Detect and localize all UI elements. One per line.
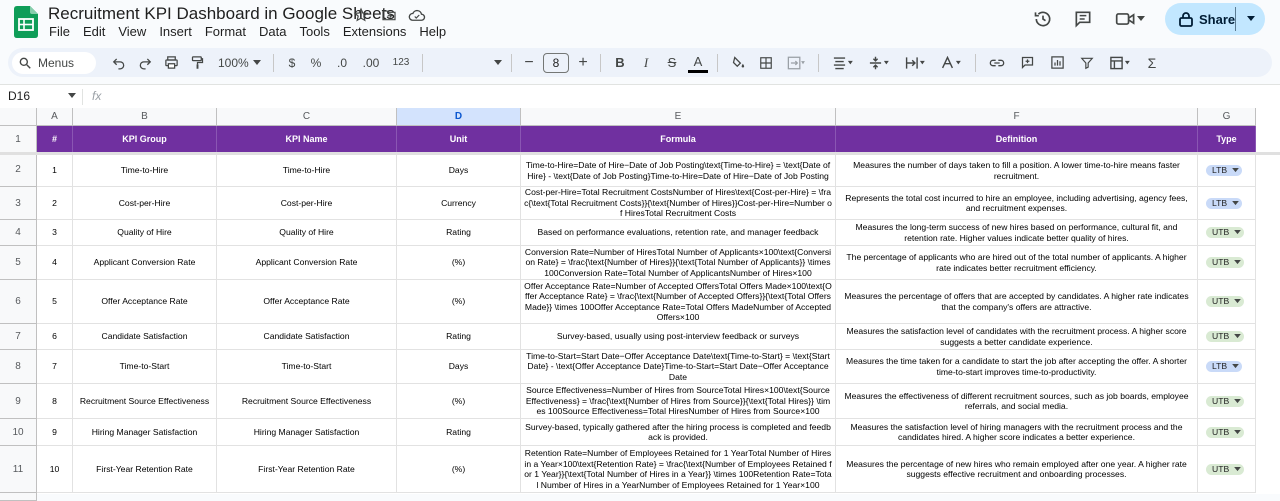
table-cell-type[interactable] [1198, 324, 1256, 350]
table-cell-formula[interactable]: Based on performance evaluations, retention rate, and manager feedback [521, 220, 836, 246]
functions-button[interactable]: Σ [1147, 54, 1157, 71]
table-cell-num[interactable]: 3 [37, 220, 73, 246]
header-cell-type[interactable]: Type [1198, 126, 1256, 153]
table-cell-definition[interactable]: The percentage of applicants who are hired out of the total number of applicants. A higher rate indicates better recruitment efficiency. [836, 246, 1198, 280]
table-cell-group[interactable]: Recruitment Source Effectiveness [73, 384, 217, 419]
header-cell-group[interactable]: KPI Group [73, 126, 217, 153]
row-header-3[interactable]: 3 [0, 187, 37, 220]
type-chip-label: UTB [1212, 296, 1230, 307]
column-header-e[interactable]: E [521, 108, 836, 126]
insert-comment-icon[interactable] [1015, 51, 1039, 75]
print-icon[interactable] [161, 51, 181, 75]
type-chip[interactable] [1206, 198, 1242, 209]
row-header-12[interactable] [0, 493, 37, 501]
vertical-align-icon[interactable] [864, 51, 894, 75]
table-cell-type[interactable] [1198, 350, 1256, 384]
paint-format-icon[interactable] [187, 51, 207, 75]
chevron-down-icon [1234, 334, 1241, 339]
table-cell-type[interactable] [1198, 419, 1256, 446]
table-cell-formula[interactable]: Survey-based, typically gathered after the hiring process is completed and feedback is provided. [521, 419, 836, 446]
table-cell-type[interactable] [1198, 246, 1256, 280]
font-family-select[interactable] [432, 51, 502, 75]
chevron-down-icon [1234, 260, 1241, 265]
table-cell-name[interactable]: Time-to-Start [217, 350, 397, 384]
type-chip[interactable] [1206, 227, 1244, 238]
borders-icon[interactable] [755, 51, 777, 75]
fill-color-icon[interactable] [727, 51, 749, 75]
column-header-g[interactable]: G [1198, 108, 1256, 126]
table-cell-formula[interactable]: Source Effectiveness=Number of Hires from SourceTotal Hires×100\text{Source Effectiveness} = \frac{\text{Number of Hires from Source}}{\text{Total Hires}} \times 100Source Effectiveness=Total HiresNumber of Hires from Source×100 [521, 384, 836, 419]
type-chip[interactable] [1206, 296, 1244, 307]
header-cell-name[interactable]: KPI Name [217, 126, 397, 153]
row-header-2[interactable]: 2 [0, 153, 37, 187]
table-cell-unit[interactable]: Rating [397, 220, 521, 246]
type-chip[interactable] [1206, 464, 1244, 475]
table-cell-definition[interactable]: Measures the long-term success of new hires based on performance, cultural fit, and retention rate. Higher values indicate better quality of hires. [836, 220, 1198, 246]
move-folder-icon[interactable] [380, 6, 398, 24]
table-cell-unit[interactable]: Rating [397, 324, 521, 350]
menu-extensions[interactable]: Extensions [342, 24, 407, 39]
share-dropdown-icon[interactable] [1243, 10, 1259, 26]
table-cell-group[interactable]: Candidate Satisfaction [73, 324, 217, 350]
select-all-corner[interactable] [0, 108, 37, 126]
table-cell-num[interactable]: 6 [37, 324, 73, 350]
table-cell-num[interactable]: 5 [37, 280, 73, 324]
row-header-11[interactable]: 11 [0, 446, 37, 493]
table-cell-name[interactable]: Hiring Manager Satisfaction [217, 419, 397, 446]
cloud-status-icon[interactable] [408, 6, 426, 24]
row-header-6[interactable]: 6 [0, 280, 37, 324]
table-cell-formula[interactable]: Time-to-Start=Start Date−Offer Acceptance Date\text{Time-to-Start} = \text{Start Date} - \text{Offer Acceptance Date}Time-to-Start=Start Date−Offer Acceptance Date [521, 350, 836, 384]
table-cell-group[interactable]: First-Year Retention Rate [73, 446, 217, 493]
table-cell-definition[interactable]: Measures the number of days taken to fill a position. A lower time-to-hire means faster recruitment. [836, 155, 1198, 187]
font-size-decrease-button[interactable]: − [524, 53, 534, 71]
table-cell-unit[interactable]: Rating [397, 419, 521, 446]
insert-link-icon[interactable] [985, 51, 1009, 75]
type-chip[interactable] [1206, 331, 1244, 342]
table-cell-unit[interactable]: (%) [397, 246, 521, 280]
menu-bar [49, 24, 459, 39]
table-cell-type[interactable] [1198, 384, 1256, 419]
document-title[interactable]: Recruitment KPI Dashboard in Google Sheets [48, 4, 395, 23]
meet-video-icon[interactable] [1110, 6, 1150, 32]
table-cell-num[interactable]: 1 [37, 155, 73, 187]
table-cell-formula[interactable]: Offer Acceptance Rate=Number of Accepted OffersTotal Offers Made×100\text{Offer Acceptance Rate} = \frac{\text{Number of Accepted Offers}}{\text{Total Offers Made}} \times 100Offer Acceptance Rate=Total Offers MadeNumber of Accepted Offers×100 [521, 280, 836, 324]
chevron-down-icon [1234, 230, 1241, 235]
chevron-down-icon [1234, 299, 1241, 304]
table-cell-num[interactable]: 4 [37, 246, 73, 280]
table-cell-formula[interactable]: Retention Rate=Number of Employees Retained for 1 YearTotal Number of Hires in a Year×100\text{Retention Rate} = \frac{\text{Number of Employees Retained for 1 Year}}{\text{Total Number of Hires in a Year}} \times 100Retention Rate=Total Number of Hires in a YearNumber of Employees Retained for 1 Year×100 [521, 446, 836, 493]
sheets-logo-icon[interactable] [14, 6, 38, 38]
row-header-4[interactable]: 4 [0, 220, 37, 246]
number-format-button[interactable]: 123 [392, 57, 410, 68]
table-cell-unit[interactable]: Days [397, 350, 521, 384]
table-cell-definition[interactable]: Measures the percentage of offers that are accepted by candidates. A higher rate indicates that the company's offers are attractive. [836, 280, 1198, 324]
menu-tools[interactable]: Tools [299, 24, 330, 39]
menus-label: Menus [38, 55, 75, 70]
table-cell-name[interactable]: Applicant Conversion Rate [217, 246, 397, 280]
table-cell-unit[interactable]: (%) [397, 384, 521, 419]
share-label: Share [1199, 11, 1236, 27]
horizontal-align-icon[interactable] [828, 51, 858, 75]
type-chip[interactable] [1206, 165, 1242, 176]
menu-help[interactable]: Help [419, 24, 447, 39]
table-cell-group[interactable]: Cost-per-Hire [73, 187, 217, 220]
table-cell-group[interactable]: Hiring Manager Satisfaction [73, 419, 217, 446]
table-cell-unit[interactable]: Days [397, 155, 521, 187]
table-cell-definition[interactable]: Represents the total cost incurred to hire an employee, including advertising, agency fees, and recruitment expenses. [836, 187, 1198, 220]
menu-format[interactable]: Format [204, 24, 246, 39]
filter-views-icon[interactable] [1105, 51, 1135, 75]
header-cell-formula[interactable]: Formula [521, 126, 836, 153]
version-history-icon[interactable] [1030, 6, 1056, 32]
type-chip-label: LTB [1212, 197, 1228, 208]
toolbar [8, 48, 1272, 77]
zoom-select[interactable] [218, 51, 264, 75]
type-chip[interactable] [1206, 257, 1244, 268]
row-header-9[interactable]: 9 [0, 384, 37, 419]
comments-icon[interactable] [1070, 6, 1096, 32]
table-cell-group[interactable]: Time-to-Hire [73, 155, 217, 187]
table-cell-formula[interactable]: Survey-based, usually using post-interview feedback or surveys [521, 324, 836, 350]
menu-file[interactable]: File [49, 24, 70, 39]
insert-chart-icon[interactable] [1045, 51, 1069, 75]
type-chip-label: LTB [1212, 165, 1228, 176]
bold-button[interactable]: B [615, 55, 625, 70]
type-chip-label: UTB [1212, 426, 1230, 437]
column-header-f[interactable]: F [836, 108, 1198, 126]
table-cell-name[interactable]: Quality of Hire [217, 220, 397, 246]
column-header-b[interactable]: B [73, 108, 217, 126]
table-cell-unit[interactable]: (%) [397, 280, 521, 324]
column-header-d[interactable]: D [397, 108, 521, 126]
type-chip-label: UTB [1212, 257, 1230, 268]
name-box[interactable]: D16 [8, 89, 31, 103]
table-cell-type[interactable] [1198, 155, 1256, 187]
table-cell-type[interactable] [1198, 187, 1256, 220]
filter-icon[interactable] [1075, 51, 1099, 75]
chevron-down-icon [1232, 364, 1239, 369]
table-cell-formula[interactable]: Conversion Rate=Number of HiresTotal Number of Applicants×100\text{Conversion Rate} = \frac{\text{Number of Hires}}{\text{Total Number of Applicants}} \times 100Conversion Rate=Total Number of ApplicantsNumber of Hires×100 [521, 246, 836, 280]
type-chip[interactable] [1206, 427, 1244, 438]
type-chip-label: UTB [1212, 227, 1230, 238]
header-cell-definition[interactable]: Definition [836, 126, 1198, 153]
row-header-1[interactable]: 1 [0, 126, 37, 153]
type-chip-label: UTB [1212, 395, 1230, 406]
table-cell-name[interactable]: First-Year Retention Rate [217, 446, 397, 493]
increase-decimal-button[interactable]: .00 [362, 55, 380, 70]
header-cell-num[interactable]: # [37, 126, 73, 153]
strikethrough-button[interactable]: S [667, 55, 677, 70]
spreadsheet-grid[interactable] [0, 108, 1280, 494]
menu-view[interactable]: View [118, 24, 147, 39]
row-header-7[interactable]: 7 [0, 324, 37, 350]
header-cell-unit[interactable]: Unit [397, 126, 521, 153]
table-cell-type[interactable] [1198, 446, 1256, 493]
table-cell-definition[interactable]: Measures the satisfaction level of hiring managers with the recruitment process and the candidates hired. A higher score indicates a better experience. [836, 419, 1198, 446]
table-cell-definition[interactable]: Measures the percentage of new hires who remain employed after one year. A higher rate suggests effective recruitment and onboarding processes. [836, 446, 1198, 493]
chevron-down-icon [1234, 467, 1241, 472]
row-header-5[interactable]: 5 [0, 246, 37, 280]
undo-icon[interactable] [109, 51, 129, 75]
fx-icon: fx [92, 89, 102, 103]
table-cell-num[interactable]: 2 [37, 187, 73, 220]
table-cell-type[interactable] [1198, 280, 1256, 324]
row-header-8[interactable]: 8 [0, 350, 37, 384]
percent-format-button[interactable]: % [310, 55, 322, 70]
table-cell-name[interactable]: Offer Acceptance Rate [217, 280, 397, 324]
formula-bar [0, 84, 1280, 108]
search-icon [18, 56, 32, 70]
font-size-increase-button[interactable]: + [578, 53, 588, 71]
type-chip-label: UTB [1212, 331, 1230, 342]
text-color-button[interactable]: A [688, 53, 708, 73]
column-header-c[interactable]: C [217, 108, 397, 126]
type-chip-label: LTB [1212, 361, 1228, 372]
column-header-a[interactable]: A [37, 108, 73, 126]
star-icon[interactable] [352, 6, 370, 24]
type-chip[interactable] [1206, 396, 1244, 407]
table-cell-formula[interactable]: Time-to-Hire=Date of Hire−Date of Job Posting\text{Time-to-Hire} = \text{Date of Hire} - \text{Date of Job Posting}Time-to-Hire=Date of Hire−Date of Job Posting [521, 155, 836, 187]
chevron-down-icon [1232, 201, 1239, 206]
table-cell-group[interactable]: Applicant Conversion Rate [73, 246, 217, 280]
search-menus-box[interactable] [12, 52, 96, 74]
italic-button[interactable]: I [643, 54, 649, 70]
decrease-decimal-button[interactable]: .0 [336, 55, 347, 70]
table-cell-type[interactable] [1198, 220, 1256, 246]
table-cell-name[interactable]: Time-to-Hire [217, 155, 397, 187]
table-cell-definition[interactable]: Measures the time taken for a candidate to start the job after accepting the offer. A shorter time-to-start improves time-to-productivity. [836, 350, 1198, 384]
table-cell-name[interactable]: Cost-per-Hire [217, 187, 397, 220]
table-cell-name[interactable]: Candidate Satisfaction [217, 324, 397, 350]
table-cell-num[interactable]: 7 [37, 350, 73, 384]
chevron-down-icon [1232, 168, 1239, 173]
zoom-value: 100% [218, 55, 249, 70]
row-header-10[interactable]: 10 [0, 419, 37, 446]
type-chip-label: UTB [1212, 463, 1230, 474]
menu-insert[interactable]: Insert [159, 24, 192, 39]
text-wrapping-icon[interactable] [900, 51, 930, 75]
table-cell-num[interactable]: 9 [37, 419, 73, 446]
lock-icon [1179, 11, 1193, 27]
name-box-dropdown-icon[interactable] [68, 93, 76, 99]
redo-icon[interactable] [135, 51, 155, 75]
text-rotation-icon[interactable] [936, 51, 966, 75]
table-cell-unit[interactable]: (%) [397, 446, 521, 493]
type-chip[interactable] [1206, 361, 1242, 372]
chevron-down-icon [1234, 399, 1241, 404]
font-size-input[interactable]: 8 [543, 53, 569, 73]
chevron-down-icon [1234, 430, 1241, 435]
merge-cells-icon[interactable] [783, 51, 809, 75]
table-cell-formula[interactable]: Cost-per-Hire=Total Recruitment CostsNumber of Hires\text{Cost-per-Hire} = \frac{\text{Total Recruitment Costs}}{\text{Number of Hires}}Cost-per-Hire=Number of HiresTotal Recruitment Costs [521, 187, 836, 220]
title-bar [0, 0, 1280, 46]
table-cell-group[interactable]: Offer Acceptance Rate [73, 280, 217, 324]
table-cell-num[interactable]: 8 [37, 384, 73, 419]
currency-format-button[interactable]: $ [288, 55, 296, 70]
table-cell-group[interactable]: Quality of Hire [73, 220, 217, 246]
table-cell-name[interactable]: Recruitment Source Effectiveness [217, 384, 397, 419]
table-cell-group[interactable]: Time-to-Start [73, 350, 217, 384]
table-cell-definition[interactable]: Measures the effectiveness of different recruitment sources, such as job boards, employee referrals, and social media. [836, 384, 1198, 419]
menu-edit[interactable]: Edit [82, 24, 106, 39]
menu-data[interactable]: Data [259, 24, 287, 39]
table-cell-unit[interactable]: Currency [397, 187, 521, 220]
share-button[interactable] [1165, 3, 1265, 35]
table-cell-num[interactable]: 10 [37, 446, 73, 493]
table-cell-definition[interactable]: Measures the satisfaction level of candidates with the recruitment process. A higher score suggests a better candidate experience. [836, 324, 1198, 350]
